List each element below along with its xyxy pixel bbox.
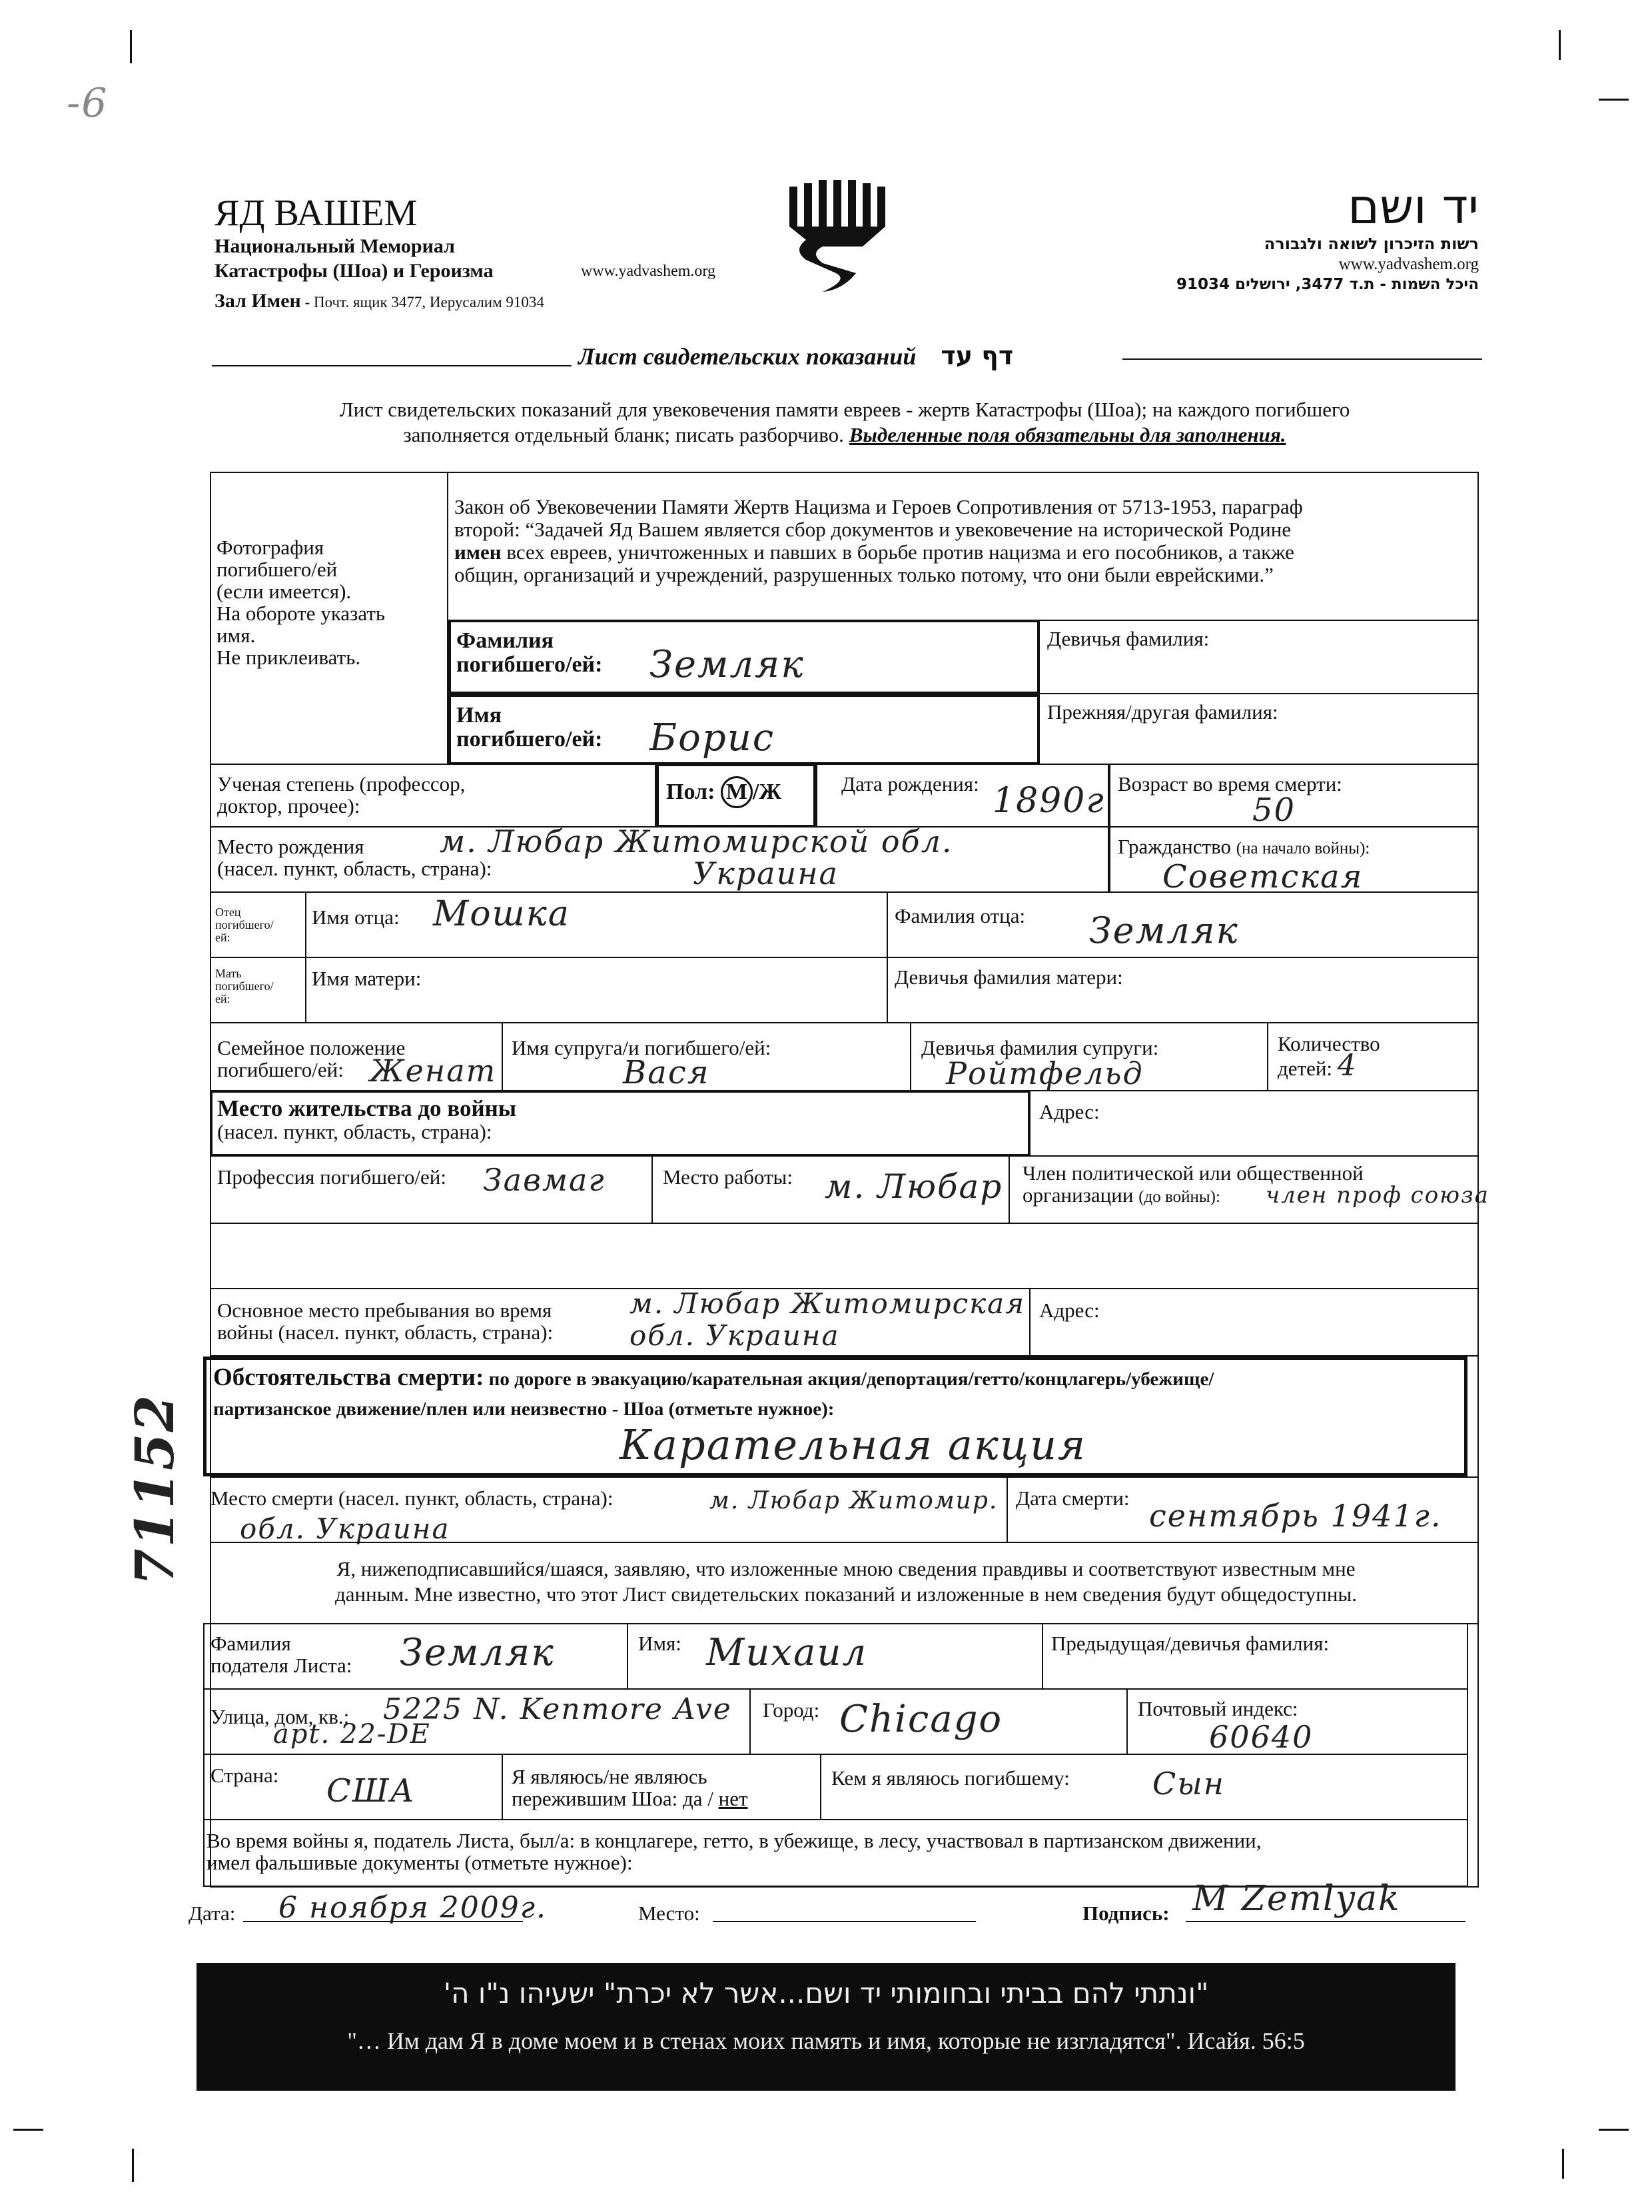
- submitter-name-value: Михаил: [706, 1631, 868, 1674]
- workplace-label: Место работы:: [663, 1165, 793, 1189]
- wartime-value-line1: м. Любар Житомирская: [629, 1287, 1026, 1320]
- profession-value: Завмаг: [483, 1162, 606, 1198]
- death-place-label: Место смерти (насел. пункт, область, страна):: [210, 1486, 614, 1510]
- org-site: www.yadvashem.org: [581, 263, 715, 280]
- marital-label: Семейное положение погибшего/ей:: [217, 1036, 406, 1081]
- wartime-value-line2: обл. Украина: [629, 1319, 840, 1352]
- place-label: Место:: [638, 1902, 700, 1925]
- crop-mark: [13, 2129, 43, 2131]
- crop-mark: [1599, 99, 1629, 101]
- survivor-label: Я являюсь/не являюсь пережившим Шоа: да / нет: [512, 1765, 748, 1810]
- crop-mark: [1559, 30, 1561, 60]
- place-line: [713, 1921, 976, 1922]
- sex-f[interactable]: Ж: [759, 780, 781, 804]
- birthplace-label: Место рождения (насел. пункт, область, страна):: [217, 835, 492, 880]
- signature-line: [1186, 1921, 1465, 1922]
- victim-surname-value: Земляк: [649, 643, 805, 686]
- wartime-residence-label: Основное место пребывания во время войны (насел. пункт, область, страна):: [217, 1299, 554, 1344]
- date-label: Дата:: [189, 1902, 236, 1925]
- form-title: [578, 341, 1013, 370]
- law-bold-word: имен: [454, 540, 502, 564]
- death-date-label: Дата смерти:: [1016, 1486, 1130, 1510]
- org-line1: Национальный Мемориал: [214, 235, 455, 257]
- footer-he: "ונתתי להם בביתי ובחומותי יד ושם...אשר לא יכרת" ישעיהו נ"ו ה': [443, 1977, 1209, 2009]
- country-label: Страна:: [210, 1764, 279, 1787]
- children-label: Количество детей: 4: [1278, 1032, 1380, 1083]
- zip-label: Почтовый индекс:: [1138, 1697, 1298, 1720]
- degree-label: Ученая степень (профессор, доктор, прочее):: [217, 772, 466, 818]
- declaration-text: Я, нижеподписавшийся/шаяся, заявляю, что изложенные мною сведения правдивы и соответствуют известным мне данным. Мне известно, что этот Лист свидетельских показаний и изложенные в нем сведения будут общедоступны.: [334, 1557, 1358, 1606]
- member-value: член проф союза: [1266, 1182, 1489, 1209]
- date-value: 6 ноября 2009г.: [278, 1891, 547, 1925]
- city-value: Chicago: [839, 1698, 1003, 1741]
- birth-date-value: 1890г: [993, 781, 1105, 821]
- marital-value: Женат: [370, 1053, 497, 1089]
- street-value-line2: apt. 22-DE: [273, 1719, 431, 1750]
- signature-value: M Zemlyak: [1192, 1879, 1401, 1919]
- country-value: США: [326, 1772, 416, 1810]
- member-label: Член политической или общественной организации (до войны):: [1023, 1161, 1364, 1207]
- header-right: [1013, 180, 1479, 294]
- circumstances-label: Обстоятельства смерти: по дороге в эвакуацию/карательная акция/депортация/гетто/концлагерь/убежище/ партизанское движение/плен или неизвестно - Шоа (отметьте нужное):: [213, 1364, 1214, 1420]
- org-line3-he: היכל השמות - ת.ד 3477, ירושלים 91034: [1176, 276, 1479, 293]
- yad-vashem-logo: [783, 180, 889, 293]
- prewar-residence-label: Место жительства до войны (насел. пункт, область, страна):: [217, 1095, 517, 1143]
- submitter-surname-value: Земляк: [400, 1631, 555, 1674]
- footer-banner: [197, 1963, 1455, 2091]
- intro-required: Выделенные поля обязательны для заполнения.: [849, 423, 1286, 446]
- father-name-value: Мошка: [433, 894, 570, 934]
- relation-value: Сын: [1152, 1766, 1225, 1802]
- victim-surname-label: Фамилия погибшего/ей:: [456, 628, 603, 677]
- wartime-address-label: Адрес:: [1039, 1299, 1100, 1322]
- father-side-label: Отец погибшего/ ей:: [215, 905, 274, 944]
- street-value-line1: 5225 N. Kenmore Ave: [383, 1692, 732, 1726]
- father-surname-value: Земляк: [1089, 909, 1239, 951]
- header-left: [214, 193, 747, 314]
- children-value: 4: [1337, 1049, 1358, 1083]
- intro-line2: заполняется отдельный бланк; писать разборчиво.: [403, 423, 849, 446]
- title-rule-left: [212, 365, 572, 366]
- org-line1-he: רשות הזיכרון לשואה ולגבורה: [1264, 235, 1479, 253]
- prewar-address-label: Адрес:: [1039, 1100, 1100, 1123]
- crop-mark: [130, 30, 132, 63]
- citizenship-value: Советская: [1162, 858, 1364, 895]
- death-date-value: сентябрь 1941г.: [1149, 1498, 1442, 1534]
- blank-row: [210, 1223, 1479, 1289]
- photo-instructions: Фотография погибшего/ей (если имеется). На обороте указать имя. Не приклеивать.: [216, 536, 386, 669]
- signature-label: Подпись:: [1082, 1902, 1170, 1925]
- profession-label: Профессия погибшего/ей:: [217, 1165, 446, 1189]
- city-label: Город:: [763, 1698, 820, 1722]
- org-site-he: www.yadvashem.org: [1338, 255, 1479, 273]
- form-title-he: דף עד: [941, 341, 1014, 370]
- prev-surname-label: Прежняя/другая фамилия:: [1047, 700, 1278, 724]
- submitter-prev-label: Предыдущая/девичья фамилия:: [1051, 1632, 1330, 1655]
- death-place-value-line1: м. Любар Житомир.: [709, 1487, 999, 1514]
- submitter-surname-label: Фамилия подателя Листа:: [210, 1632, 352, 1677]
- father-name-label: Имя отца:: [312, 905, 400, 929]
- sex-label: Пол: М /Ж: [666, 776, 781, 808]
- mother-name-label: Имя матери:: [312, 967, 422, 990]
- birthplace-value-line2: Украина: [693, 855, 839, 891]
- birthplace-value-line1: м. Любар Житомирской обл.: [440, 824, 953, 859]
- relation-label: Кем я являюсь погибшему:: [831, 1766, 1070, 1790]
- archive-number: 71152: [123, 1393, 186, 1586]
- death-place-value-line2: обл. Украина: [240, 1512, 450, 1545]
- spouse-name-label: Имя супруга/и погибшего/ей:: [512, 1036, 771, 1059]
- title-rule-right: [1122, 358, 1482, 360]
- form-title-ru: Лист свидетельских показаний: [578, 343, 917, 370]
- margin-note: -6: [67, 80, 109, 127]
- age-value: 50: [1252, 792, 1296, 829]
- citizenship-label: Гражданство (на начало войны):: [1118, 835, 1370, 858]
- mother-maiden-label: Девичья фамилия матери:: [895, 965, 1123, 989]
- birth-date-label: Дата рождения:: [841, 772, 979, 796]
- org-line3-bold: Зал Имен: [214, 290, 301, 312]
- footer-ru: "… Им дам Я в доме моем и в стенах моих память и имя, которые не изгладятся". Исайя. 56:5: [347, 2027, 1305, 2054]
- age-label: Возраст во время смерти:: [1118, 772, 1342, 796]
- father-surname-label: Фамилия отца:: [895, 904, 1026, 927]
- maiden-name-label: Девичья фамилия:: [1047, 627, 1210, 650]
- circumstances-value: Карательная акция: [620, 1420, 1087, 1469]
- spouse-maiden-label: Девичья фамилия супруги:: [921, 1036, 1159, 1059]
- crop-mark: [1562, 2149, 1564, 2179]
- crop-mark: [1599, 2129, 1629, 2131]
- mother-side-label: Мать погибшего/ ей:: [215, 967, 274, 1005]
- victim-name-value: Борис: [649, 716, 775, 760]
- org-title-he: יד ושם: [1348, 179, 1479, 235]
- org-title: ЯД ВАШЕМ: [214, 193, 418, 234]
- workplace-value: м. Любар: [825, 1167, 1003, 1206]
- war-experience-label: Во время войны я, податель Листа, был/а: в концлагере, гетто, в убежище, в лесу, участвовал в партизанском движении, имел фальшивые документы (отметьте нужное):: [206, 1829, 1262, 1874]
- survivor-no[interactable]: нет: [718, 1787, 748, 1810]
- street-label: Улица, дом, кв.:: [210, 1705, 350, 1728]
- law-text: Закон об Увековечении Памяти Жертв Нацизма и Героев Сопротивления от 5713-1953, параграф второй: “Задачей Яд Вашем является сбор документов и увековечение на исторической Родине имен всех евреев, уничтоженных и павших в борьбе против нацизма и его пособников, а также общин, организаций и учреждений, разрушенных только потому, что они были еврейскими.”: [454, 495, 1303, 586]
- spouse-maiden-value: Ройтфельд: [946, 1055, 1144, 1091]
- spouse-name-value: Вася: [623, 1054, 710, 1091]
- org-line2: Катастрофы (Шоа) и Героизма: [214, 260, 494, 282]
- intro: [212, 397, 1477, 448]
- org-line3: - Почт. ящик 3477, Иерусалим 91034: [300, 294, 544, 310]
- victim-name-label: Имя погибшего/ей:: [456, 703, 603, 752]
- zip-value: 60640: [1209, 1719, 1314, 1755]
- intro-line1: Лист свидетельских показаний для увековечения памяти евреев - жертв Катастрофы (Шоа); на каждого погибшего: [339, 398, 1350, 421]
- crop-mark: [132, 2149, 134, 2182]
- sex-m-circled[interactable]: М: [721, 776, 753, 808]
- submitter-name-label: Имя:: [638, 1632, 681, 1655]
